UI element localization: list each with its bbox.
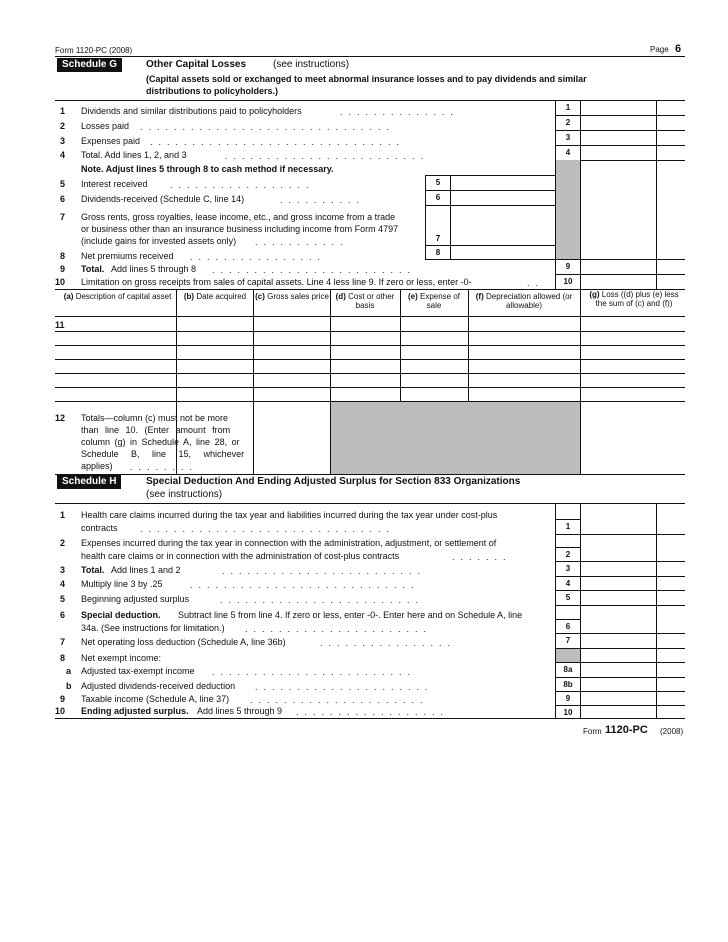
column-f-header: (f) Depreciation allowed (or allowable) xyxy=(475,292,573,310)
schedule-g-title-suffix: (see instructions) xyxy=(273,59,350,70)
form-reference: Form 1120-PC (2008) xyxy=(55,46,133,55)
schedule-g-tag: Schedule G xyxy=(57,58,122,72)
column-c-header: (c) Gross sales price xyxy=(255,292,329,301)
page-label: Page xyxy=(650,45,669,54)
column-d-header: (d) Cost or other basis xyxy=(335,292,395,310)
schedule-h-tag: Schedule H xyxy=(57,475,121,489)
column-b-header: (b) Date acquired xyxy=(183,292,247,301)
page-number: 6 xyxy=(675,43,682,55)
schedule-g-subtitle-1: (Capital assets sold or exchanged to meet abnormal insurance losses and to pay dividends and similar xyxy=(146,74,587,84)
header-rule xyxy=(55,56,685,57)
shaded-area xyxy=(331,402,580,474)
shaded-area xyxy=(556,160,580,259)
shaded-area xyxy=(556,649,580,662)
schedule-g-subtitle-2: distributions to policyholders.) xyxy=(146,86,279,96)
column-a-header: (a) Description of capital asset xyxy=(63,292,172,301)
rule xyxy=(55,100,685,101)
column-g-header: (g) Loss ((d) plus (e) less the sum of (c) and (f)) xyxy=(589,290,679,308)
schedule-g-title: Other Capital Losses xyxy=(146,59,247,70)
schedule-h-title-suffix: (see instructions) xyxy=(146,489,223,500)
line-11-label: 11 xyxy=(55,320,65,330)
schedule-h-title: Special Deduction And Ending Adjusted Surplus for Section 833 Organizations xyxy=(146,476,521,487)
column-e-header: (e) Expense of sale xyxy=(407,292,461,310)
schedule-g-note: Note. Adjust lines 5 through 8 to cash method if necessary. xyxy=(81,164,334,174)
